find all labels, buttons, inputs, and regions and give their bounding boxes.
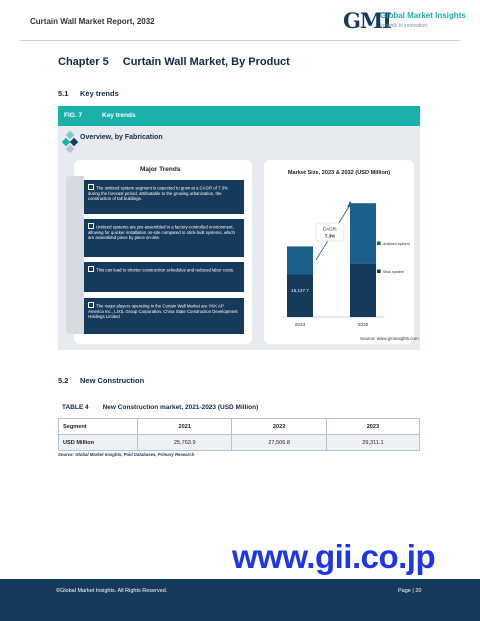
cagr-label: CAGR: [322,226,338,232]
figure-title: Key trends [102,112,136,119]
bar-segment-unitized-system [350,203,376,263]
table-header-row [59,419,420,435]
major-trends-title: Major Trends [140,166,181,173]
footer-bar [0,579,480,621]
footer-copyright: ©Global Market Insights. All Rights Reserved. [56,588,168,594]
trend-item [84,262,244,292]
legend-label: Stick system [382,269,405,274]
logo-name: Global Market Insights [380,11,466,20]
logo-mark: GMI [343,8,392,33]
legend-swatch [377,242,381,246]
table-cell: USD Million [59,435,138,451]
logo-tagline: Insights to innovation [380,23,427,29]
data-table [58,418,420,451]
table-cell: 27,506.8 [232,435,326,451]
chapter-heading [58,56,290,68]
trend-item [84,180,244,214]
bar-segment-unitized-system [287,246,313,274]
market-size-title: Market Size, 2023 & 2032 (USD Million) [287,170,391,176]
cagr-value: 7.3% [324,233,336,239]
section-number: 5.1 [58,89,69,98]
section-title: New Construction [80,376,145,385]
watermark: www.gii.co.jp [232,538,436,575]
table-header-cell: Segment [59,419,138,435]
x-tick-label: 2023 [294,323,306,328]
company-logo [343,8,466,36]
bar-segment-stick-system [287,274,313,317]
figure-header-bar [58,106,420,126]
trend-text: The major players operating in the Curtain Wall Market are YKK AP America Inc., LIXIL Group Corporation, China State Construction Development Holdings Limited [88,303,238,319]
trend-text: The unitized system segment is expected to grow at a CAGR of 7.3% during the forecast period, attributable to the growing urbanization, the construction of tall buildings. [88,185,228,201]
table-header-cell: 2021 [138,419,232,435]
legend-swatch [377,270,381,274]
table-label: TABLE 4 [62,404,89,411]
table-cell: 25,763.9 [138,435,232,451]
data-label: 15,127.7 [291,288,309,293]
header-divider [20,40,460,41]
x-tick-label: 2032 [357,323,369,328]
table-header-cell: 2023 [326,419,419,435]
overview-title: Overview, by Fabrication [80,134,163,141]
footer-page-number: Page | 20 [398,588,422,594]
table-row [59,435,420,451]
chapter-title: Curtain Wall Market, By Product [122,56,290,68]
section-heading-key-trends [58,89,119,98]
table-cell: 29,311.1 [326,435,419,451]
section-title: Key trends [80,89,119,98]
report-title: Curtain Wall Market Report, 2032 [30,17,155,26]
checkbox-icon [88,184,94,190]
checkbox-icon [88,223,94,229]
trends-side-arrow [66,176,84,334]
table-caption [62,404,258,411]
table-source: Source: Global Market Insights, Paid Databases, Primary Research [58,452,195,457]
legend-label: Unitized system [382,241,410,246]
trend-item [84,298,244,334]
chapter-number: Chapter 5 [58,56,109,68]
checkbox-icon [88,266,94,272]
section-heading-new-construction [58,376,144,385]
checkbox-icon [88,302,94,308]
diamond-cluster-icon [62,130,78,154]
trend-text: This can lead to shorter construction schedules and reduced labor costs. [96,267,235,273]
market-size-chart [264,185,414,335]
table-title: New Construction market, 2021-2023 (USD Million) [102,404,259,411]
trend-item [84,219,244,257]
figure-source: Source: www.gminsights.com [360,336,419,341]
section-number: 5.2 [58,376,69,385]
table-header-cell: 2022 [232,419,326,435]
trend-text: Unitized systems are pre-assembled in a factory-controlled environment, allowing for quicker installation on-site compared to stick-built systems, which are assembled piece by piece on-site. [88,224,235,240]
bar-segment-stick-system [350,264,376,317]
figure-label: FIG. 7 [64,112,83,119]
